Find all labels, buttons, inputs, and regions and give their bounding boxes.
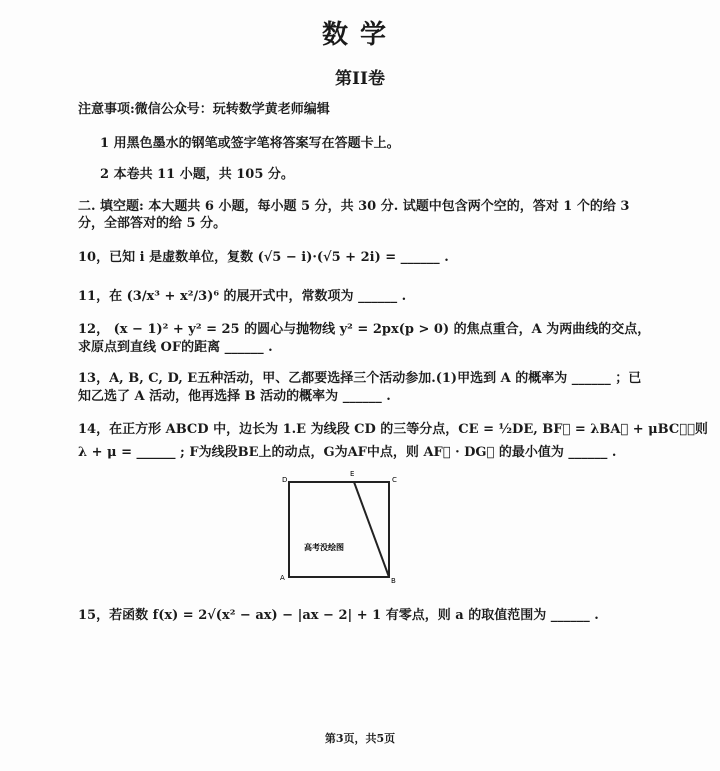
question-13-line-1: 13，A, B, C, D, E五种活动，甲、乙都要选择三个活动参加.(1)甲选到 A 的概率为 ______ ；已 — [78, 371, 642, 386]
notes-heading: 注意事项:微信公众号：玩转数学黄老师编辑 — [78, 102, 330, 117]
question-13-line-2: 知乙选了 A 活动，他再选择 B 活动的概率为 ______ . — [78, 389, 391, 404]
notes-item-2: 2 本卷共 11 小题，共 105 分。 — [100, 167, 294, 182]
question-12-line-1: 12， (x − 1)² + y² = 25 的圆心与抛物线 y² = 2px(p > 0) 的焦点重合，A 为两曲线的交点， — [78, 322, 651, 337]
volume-title: 第II卷 — [335, 69, 385, 89]
question-15: 15，若函数 f(x) = 2√(x² − ax) − |ax − 2| + 1 有零点，则 a 的取值范围为 ______ . — [78, 608, 599, 623]
segment-be — [354, 482, 389, 577]
label-e: E — [350, 470, 355, 478]
label-b: B — [391, 577, 396, 585]
question-10: 10，已知 i 是虚数单位，复数 (√5 − i)·(√5 + 2i) = ______ . — [78, 250, 449, 265]
notes-item-1: 1 用黑色墨水的钢笔或签字笔将答案写在答题卡上。 — [100, 136, 400, 151]
square-figure — [270, 470, 410, 590]
figure-caption: 高考没绘图 — [304, 543, 344, 552]
label-d: D — [282, 476, 288, 484]
section-instructions-line-1: 二. 填空题: 本大题共 6 小题，每小题 5 分，共 30 分. 试题中包含两个空的，答对 1 个的给 3 — [78, 199, 630, 214]
label-c: C — [392, 476, 397, 484]
question-14-line-1: 14，在正方形 ABCD 中，边长为 1.E 为线段 CD 的三等分点，CE = ½DE, BF⃗ = λBA⃗ + μBC⃗，则 — [78, 422, 708, 437]
square-abcd — [289, 482, 389, 577]
page-title: 数学 — [321, 20, 398, 50]
label-a: A — [280, 574, 285, 582]
page-footer: 第3页，共5页 — [324, 732, 396, 745]
question-12-line-2: 求原点到直线 OF的距离 ______ . — [78, 340, 273, 355]
question-14-line-2: λ + μ = ______ ; F为线段BE上的动点，G为AF中点，则 AF⃗ · DG⃗ 的最小值为 ______ . — [78, 445, 617, 460]
question-11: 11，在 (3/x³ + x²/3)⁶ 的展开式中，常数项为 ______ . — [78, 289, 407, 304]
section-instructions-line-2: 分，全部答对的给 5 分。 — [78, 216, 227, 231]
